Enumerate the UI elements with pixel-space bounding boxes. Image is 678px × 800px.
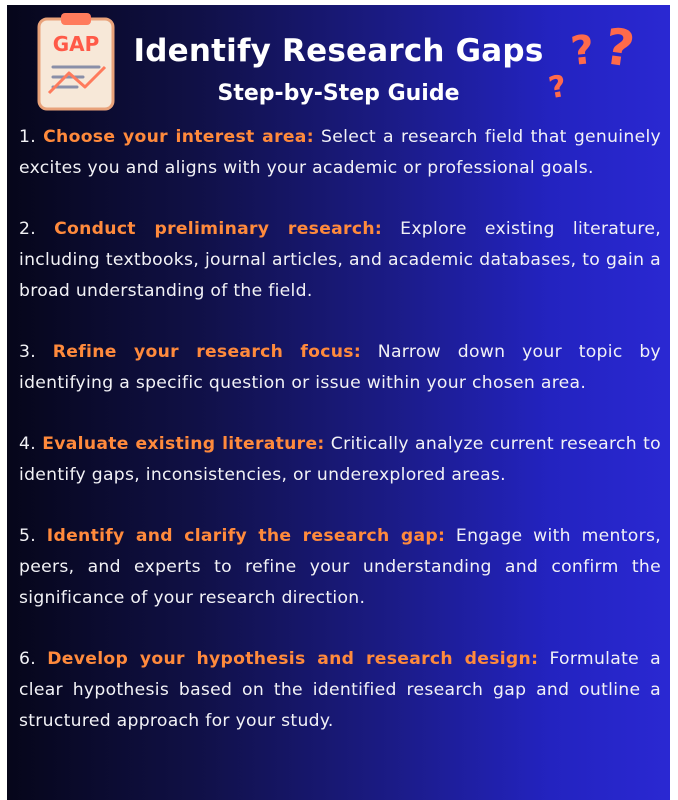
step-body: Formulate a clear hypothesis based on the identified research gap and outline a structured approach for your study. (19, 649, 662, 731)
step-number: 6. (19, 649, 36, 669)
step-item (19, 644, 661, 737)
step-body: Select a research field that genuinely excites you and aligns with your academic or professional goals. (19, 127, 661, 178)
step-heading: Develop your hypothesis and research design: (47, 649, 539, 669)
step-item (19, 337, 661, 399)
step-number: 4. (19, 434, 36, 454)
step-number: 1. (19, 127, 36, 147)
step-heading: Conduct preliminary research: (54, 219, 383, 239)
logo-gap-text: GAP (52, 32, 100, 56)
step-heading: Choose your interest area: (43, 127, 314, 147)
step-body: Engage with mentors, peers, and experts to refine your understanding and confirm the significance of your research direction. (19, 526, 661, 608)
step-item (19, 429, 661, 491)
question-marks-icon: ? ? ? (546, 17, 638, 107)
step-number: 2. (19, 219, 36, 239)
step-body: Critically analyze current research to identify gaps, inconsistencies, or underexplored areas. (19, 434, 661, 485)
step-heading: Identify and clarify the research gap: (46, 526, 446, 546)
step-body: Narrow down your topic by identifying a specific question or issue within your chosen area. (19, 342, 662, 393)
page-subtitle: Step-by-Step Guide (217, 81, 460, 106)
infographic-card (7, 5, 670, 800)
step-heading: Evaluate existing literature: (42, 434, 325, 454)
step-item (19, 521, 661, 614)
step-item (19, 214, 661, 307)
page-title: Identify Research Gaps (133, 33, 544, 69)
step-number: 5. (19, 526, 36, 546)
step-item (19, 122, 661, 184)
step-number: 3. (19, 342, 36, 362)
step-heading: Refine your research focus: (52, 342, 362, 362)
steps-list (19, 122, 661, 767)
step-body: Explore existing literature, including textbooks, journal articles, and academic databases, to gain a broad understanding of the field. (19, 219, 661, 301)
